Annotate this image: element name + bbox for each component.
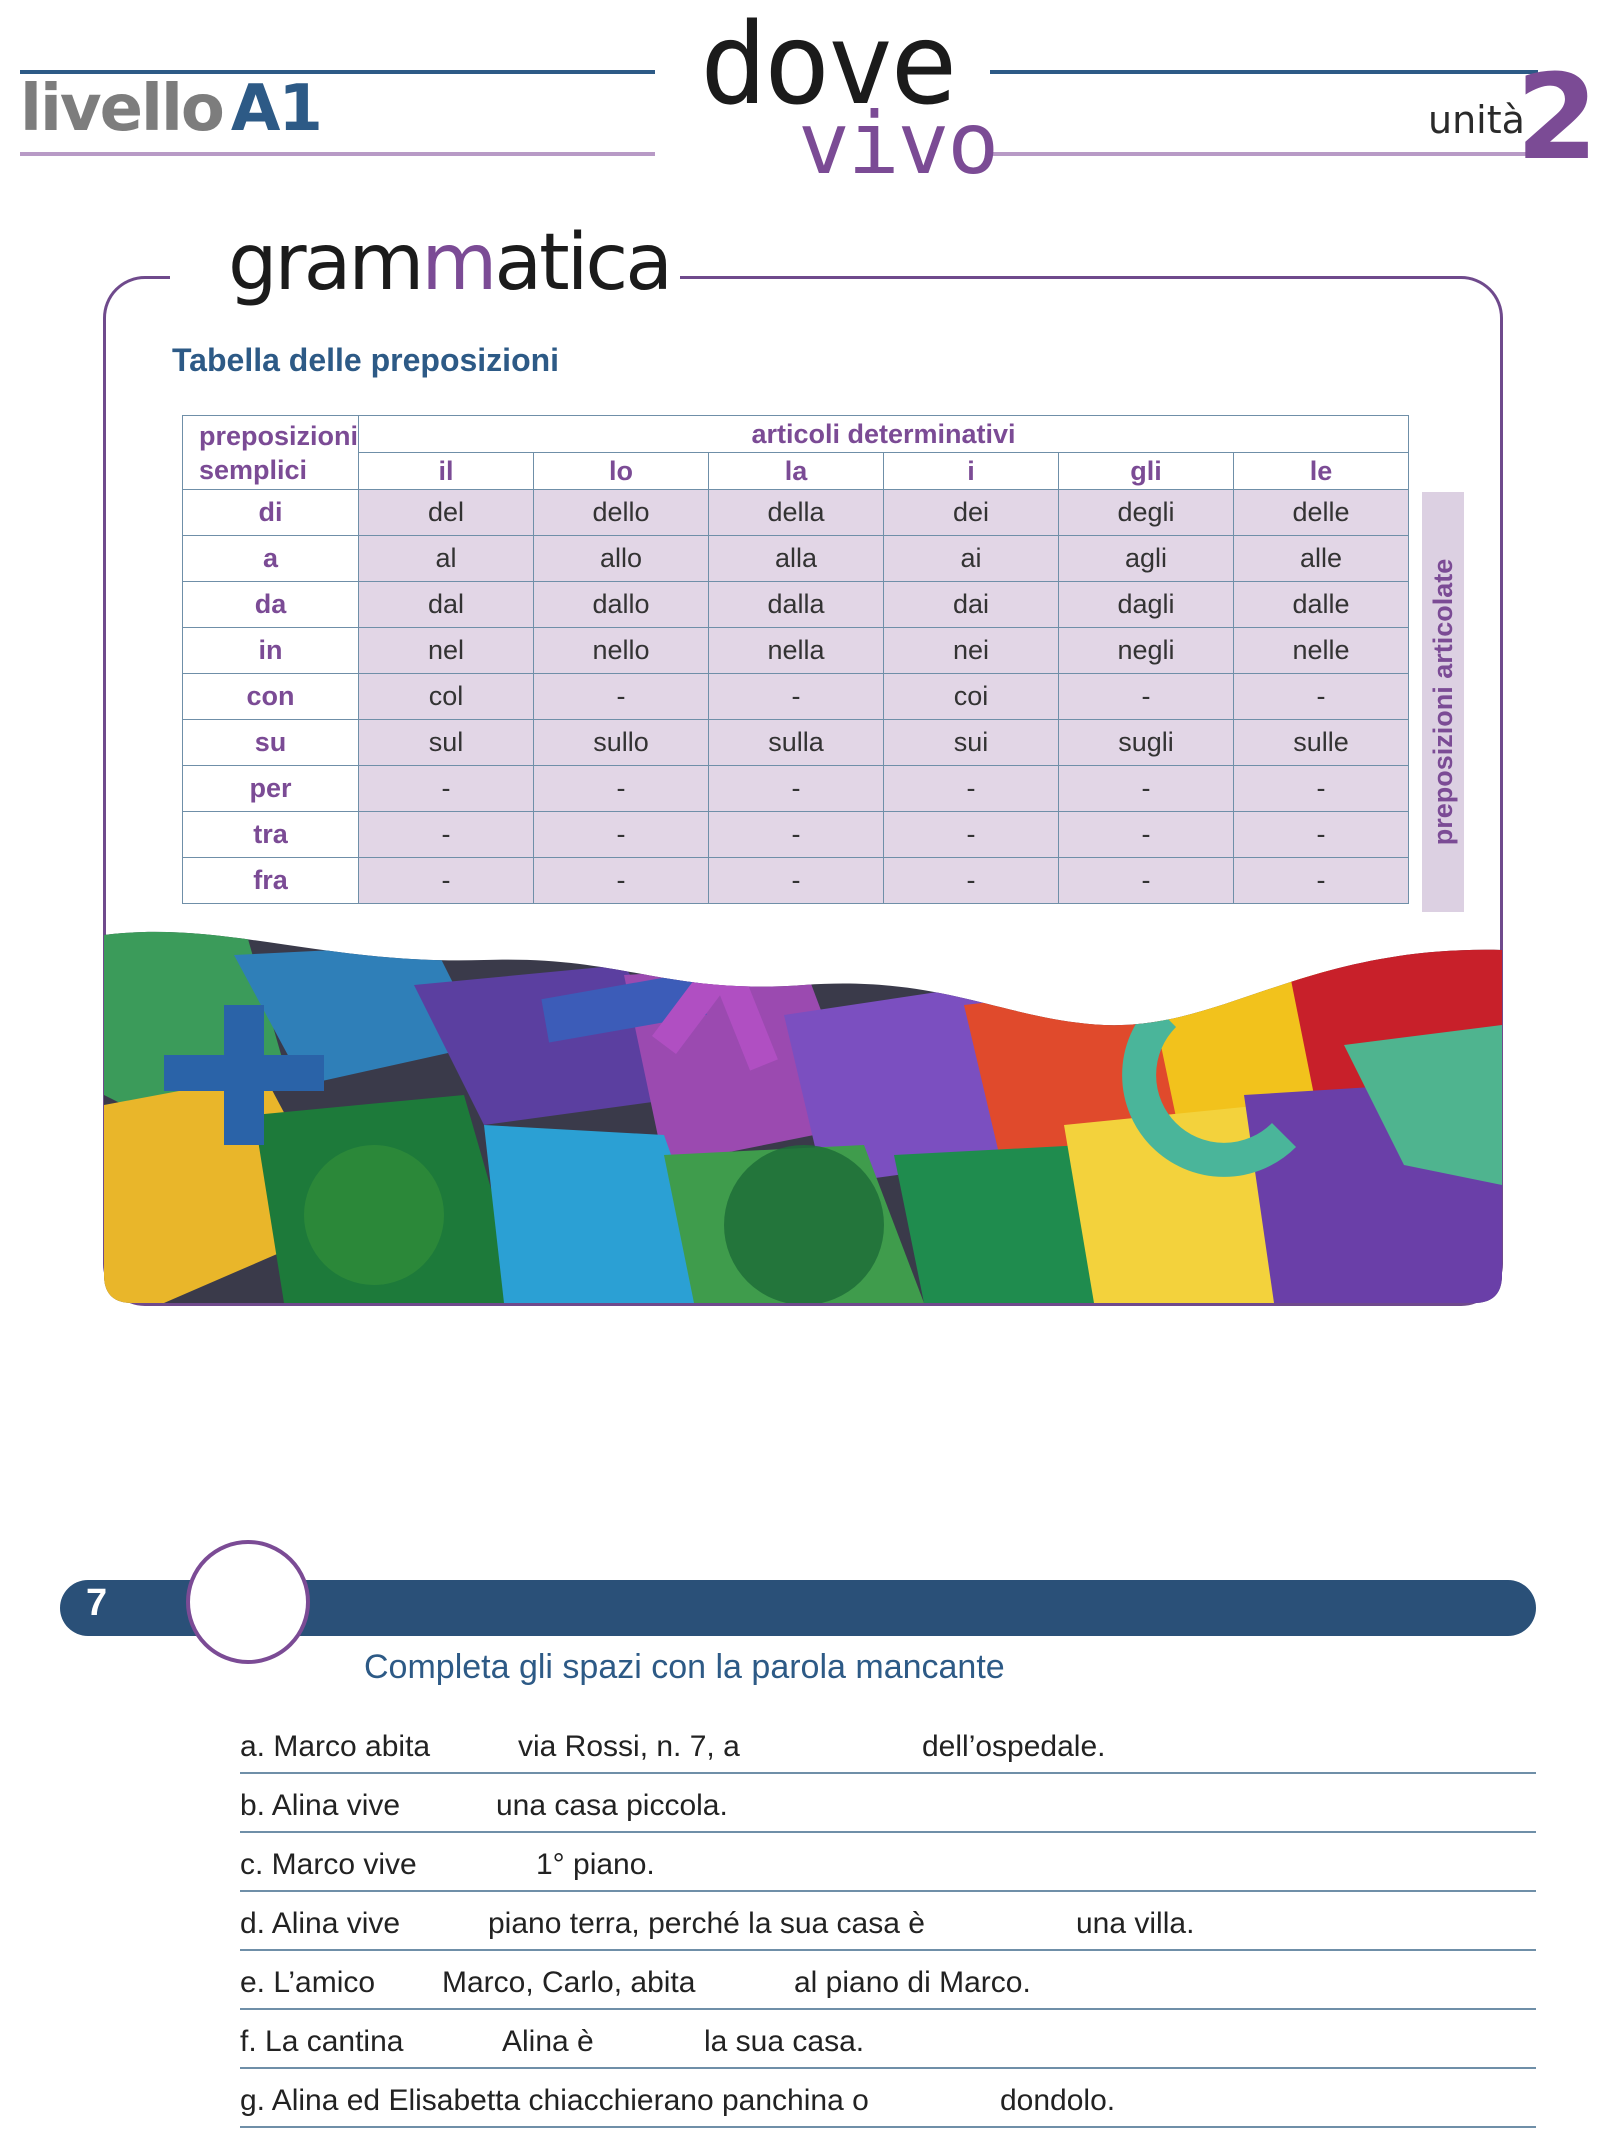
articulated-preposition-cell: sui xyxy=(884,720,1059,766)
unit-label: unità xyxy=(1428,98,1525,142)
articulated-prepositions-text: preposizioni articolate xyxy=(1428,558,1458,846)
articulated-preposition-cell: - xyxy=(359,858,534,904)
table-row xyxy=(183,490,1409,536)
simple-preposition: su xyxy=(183,720,359,766)
articulated-preposition-cell: negli xyxy=(1059,628,1234,674)
articulated-preposition-cell: sugli xyxy=(1059,720,1234,766)
articulated-preposition-cell: ai xyxy=(884,536,1059,582)
table-row xyxy=(183,812,1409,858)
header-top-rule-right xyxy=(990,70,1538,74)
articulated-preposition-cell: - xyxy=(1234,674,1409,720)
articulated-preposition-cell: - xyxy=(1234,812,1409,858)
unit-title-top: dove xyxy=(700,0,954,130)
article-header-2: la xyxy=(709,453,884,490)
articulated-preposition-cell: - xyxy=(534,674,709,720)
table-row xyxy=(183,674,1409,720)
unit-number: 2 xyxy=(1516,48,1599,186)
table-row xyxy=(183,720,1409,766)
answer-line xyxy=(240,2067,1536,2069)
sentence-segment: via Rossi, n. 7, a xyxy=(518,1730,740,1763)
table-row xyxy=(183,628,1409,674)
sentence-segment: la sua casa. xyxy=(704,2025,865,2058)
answer-line xyxy=(240,1949,1536,1951)
exercise-number: 7 xyxy=(86,1582,108,1624)
articulated-preposition-cell: sullo xyxy=(534,720,709,766)
articulated-preposition-cell: nello xyxy=(534,628,709,674)
table-title: Tabella delle preposizioni xyxy=(172,342,560,378)
article-header-3: i xyxy=(884,453,1059,490)
articulated-preposition-cell: - xyxy=(1234,858,1409,904)
sentence-segment: una casa piccola. xyxy=(496,1789,728,1822)
articulated-preposition-cell: sulle xyxy=(1234,720,1409,766)
article-header-5: le xyxy=(1234,453,1409,490)
exercise-circle-badge xyxy=(186,1540,310,1664)
sentence-segment: dell’ospedale. xyxy=(922,1730,1106,1763)
articulated-preposition-cell: alla xyxy=(709,536,884,582)
sentence-segment: 1° piano. xyxy=(536,1848,655,1881)
articulated-preposition-cell: dalle xyxy=(1234,582,1409,628)
header-simple-line-2: semplici xyxy=(199,454,308,485)
sentence-segment: c. Marco vive xyxy=(240,1848,417,1881)
grammar-title-accent: m xyxy=(421,218,495,308)
articulated-preposition-cell: dalla xyxy=(709,582,884,628)
simple-preposition: di xyxy=(183,490,359,536)
articulated-preposition-cell: dallo xyxy=(534,582,709,628)
articulated-preposition-cell: - xyxy=(1059,812,1234,858)
simple-preposition: tra xyxy=(183,812,359,858)
table-row xyxy=(183,582,1409,628)
articulated-preposition-cell: - xyxy=(709,812,884,858)
sentence-segment: dondolo. xyxy=(1000,2084,1116,2117)
articulated-preposition-cell: nelle xyxy=(1234,628,1409,674)
answer-line xyxy=(240,1831,1536,1833)
sentence-segment: b. Alina vive xyxy=(240,1789,401,1822)
articulated-preposition-cell: nella xyxy=(709,628,884,674)
exercise-instruction: Completa gli spazi con la parola mancante xyxy=(364,1648,1005,1686)
table-row xyxy=(183,536,1409,582)
articulated-preposition-cell: - xyxy=(884,766,1059,812)
articulated-preposition-cell: - xyxy=(1234,766,1409,812)
articulated-preposition-cell: - xyxy=(1059,674,1234,720)
articulated-preposition-cell: - xyxy=(1059,766,1234,812)
level-code: A1 xyxy=(230,72,321,146)
header-simple-prepositions xyxy=(183,416,359,490)
answer-line xyxy=(240,1772,1536,1774)
articulated-preposition-cell: agli xyxy=(1059,536,1234,582)
articulated-preposition-cell: al xyxy=(359,536,534,582)
sentence-segment: g. Alina ed Elisabetta chiacchierano xyxy=(240,2084,714,2117)
sentence-segment: d. Alina vive xyxy=(240,1907,401,1940)
articulated-preposition-cell: - xyxy=(534,812,709,858)
grammar-title-part-1: gram xyxy=(228,218,422,308)
answer-line xyxy=(240,1890,1536,1892)
simple-preposition: fra xyxy=(183,858,359,904)
articulated-preposition-cell: - xyxy=(884,812,1059,858)
articulated-preposition-cell: - xyxy=(709,858,884,904)
articulated-preposition-cell: della xyxy=(709,490,884,536)
answer-line xyxy=(240,2008,1536,2010)
answer-line xyxy=(240,2126,1536,2128)
articulated-preposition-cell: dagli xyxy=(1059,582,1234,628)
articulated-preposition-cell: sulla xyxy=(709,720,884,766)
simple-preposition: con xyxy=(183,674,359,720)
prepositions-table-body xyxy=(183,490,1409,904)
prepositions-table xyxy=(182,415,1409,904)
articulated-preposition-cell: - xyxy=(1059,858,1234,904)
table-row xyxy=(183,858,1409,904)
simple-preposition: per xyxy=(183,766,359,812)
header-bottom-rule-left xyxy=(20,152,655,156)
sentence-segment: a. Marco abita xyxy=(240,1730,431,1763)
simple-preposition: a xyxy=(183,536,359,582)
articulated-preposition-cell: nel xyxy=(359,628,534,674)
articulated-preposition-cell: - xyxy=(709,674,884,720)
articulated-preposition-cell: - xyxy=(359,766,534,812)
decorative-letters-illustration xyxy=(104,925,1502,1303)
sentence-segment: al piano di Marco. xyxy=(794,1966,1031,1999)
articulated-preposition-cell: coi xyxy=(884,674,1059,720)
sentence-segment: e. L’amico xyxy=(240,1966,376,1999)
articulated-preposition-cell: dai xyxy=(884,582,1059,628)
articulated-preposition-cell: col xyxy=(359,674,534,720)
articulated-preposition-cell: degli xyxy=(1059,490,1234,536)
articulated-preposition-cell: dello xyxy=(534,490,709,536)
articulated-preposition-cell: del xyxy=(359,490,534,536)
grammar-section-title xyxy=(228,218,670,308)
articulated-preposition-cell: alle xyxy=(1234,536,1409,582)
sentence-segment: una villa. xyxy=(1076,1907,1195,1940)
header-definite-articles: articoli determinativi xyxy=(359,416,1409,453)
sentence-segment: Marco, Carlo, abita xyxy=(442,1966,696,1999)
simple-preposition: da xyxy=(183,582,359,628)
articulated-preposition-cell: dal xyxy=(359,582,534,628)
article-header-1: lo xyxy=(534,453,709,490)
article-header-row xyxy=(183,453,1409,490)
level-badge xyxy=(20,72,321,146)
sentence-segment: panchina o xyxy=(722,2084,869,2117)
header-bottom-rule-right xyxy=(990,152,1538,156)
articulated-preposition-cell: sul xyxy=(359,720,534,766)
articulated-preposition-cell: - xyxy=(709,766,884,812)
sentence-segment: Alina è xyxy=(502,2025,594,2058)
grammar-title-part-2: atica xyxy=(494,218,671,308)
articulated-preposition-cell: delle xyxy=(1234,490,1409,536)
unit-title-bottom: vivo xyxy=(798,94,998,194)
articulated-preposition-cell: dei xyxy=(884,490,1059,536)
header-simple-line-1: preposizioni xyxy=(199,420,359,451)
articulated-preposition-cell: - xyxy=(534,858,709,904)
table-row xyxy=(183,766,1409,812)
sentence-segment: piano terra, perché la sua casa è xyxy=(488,1907,925,1940)
articulated-preposition-cell: - xyxy=(884,858,1059,904)
articulated-preposition-cell: - xyxy=(534,766,709,812)
articulated-preposition-cell: nei xyxy=(884,628,1059,674)
articulated-preposition-cell: allo xyxy=(534,536,709,582)
article-header-0: il xyxy=(359,453,534,490)
level-word: livello xyxy=(20,72,223,146)
sentence-segment: f. La cantina xyxy=(240,2025,404,2058)
article-header-4: gli xyxy=(1059,453,1234,490)
simple-preposition: in xyxy=(183,628,359,674)
articulated-preposition-cell: - xyxy=(359,812,534,858)
articulated-prepositions-label xyxy=(1422,492,1464,912)
